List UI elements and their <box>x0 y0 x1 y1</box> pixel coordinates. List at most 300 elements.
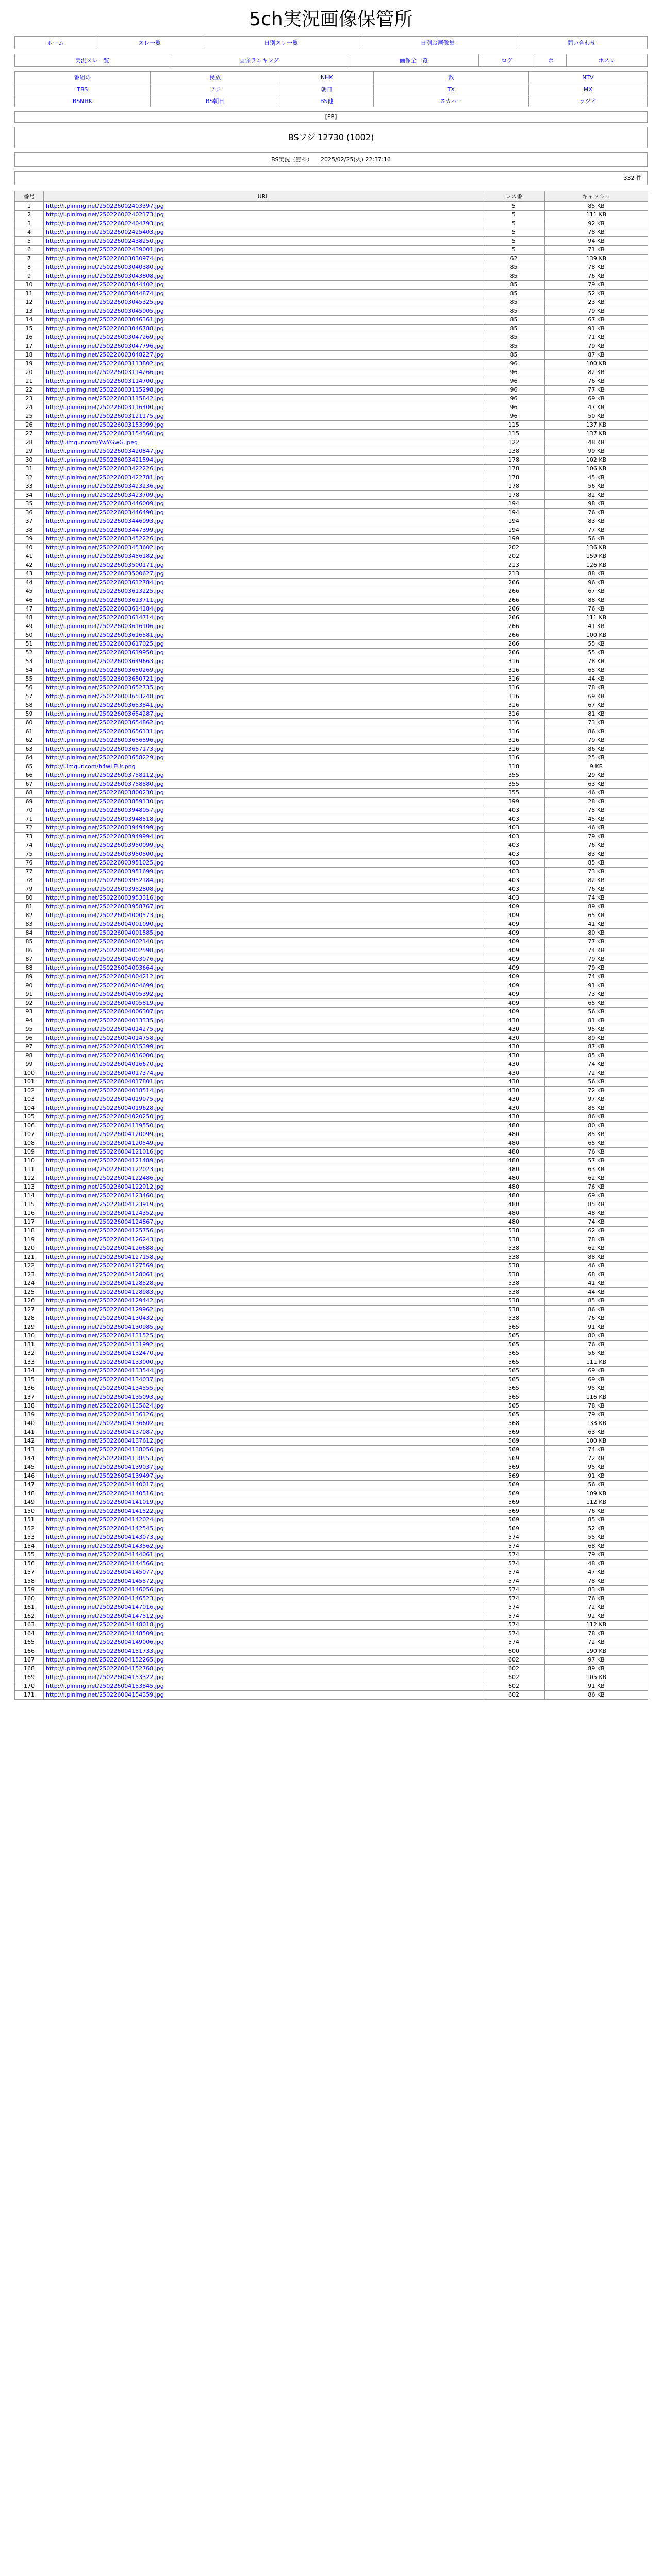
row-res-number: 565 <box>483 1384 545 1393</box>
row-url-link[interactable]: http://i.pinimg.net/250226003952184.jpg <box>44 876 483 885</box>
row-url-link[interactable]: http://i.pinimg.net/250226004003664.jpg <box>44 964 483 973</box>
row-res-number: 430 <box>483 1113 545 1122</box>
row-res-number: 569 <box>483 1524 545 1533</box>
row-url-link[interactable]: http://i.pinimg.net/250226003114700.jpg <box>44 377 483 386</box>
row-url-link[interactable]: http://i.pinimg.net/250226003030974.jpg <box>44 255 483 263</box>
row-cache-size: 85 KB <box>545 1104 648 1113</box>
row-url-link[interactable]: http://i.pinimg.net/250226004153845.jpg <box>44 1682 483 1691</box>
row-cache-size: 62 KB <box>545 1244 648 1253</box>
row-url-link[interactable]: http://i.pinimg.net/250226003612784.jpg <box>44 579 483 587</box>
row-url-link[interactable]: http://i.pinimg.net/250226002402173.jpg <box>44 211 483 219</box>
row-url-link[interactable]: http://i.pinimg.net/250226004125756.jpg <box>44 1227 483 1235</box>
row-url-link[interactable]: http://i.pinimg.net/250226003456182.jpg <box>44 552 483 561</box>
row-number: 138 <box>15 1402 44 1411</box>
row-url-link[interactable]: http://i.pinimg.net/250226002439001.jpg <box>44 246 483 255</box>
row-url-link[interactable]: http://i.pinimg.net/250226004146056.jpg <box>44 1586 483 1595</box>
channel-link[interactable]: フジ <box>150 83 280 95</box>
table-row <box>15 1016 648 1025</box>
row-url-link[interactable]: http://i.pinimg.net/250226004004699.jpg <box>44 981 483 990</box>
row-url-link[interactable]: http://i.pinimg.net/250226004124352.jpg <box>44 1209 483 1218</box>
nav-second-link[interactable]: 画像全一覧 <box>349 54 479 67</box>
row-res-number: 409 <box>483 929 545 938</box>
row-cache-size: 57 KB <box>545 1157 648 1165</box>
nav-second-link[interactable]: ログ <box>479 54 535 67</box>
row-url-link[interactable]: http://i.pinimg.net/250226004143562.jpg <box>44 1542 483 1551</box>
row-number: 45 <box>15 587 44 596</box>
row-cache-size: 79 KB <box>545 307 648 316</box>
row-url-link[interactable]: http://i.pinimg.net/250226004154359.jpg <box>44 1691 483 1700</box>
row-number: 153 <box>15 1533 44 1542</box>
table-row <box>15 920 648 929</box>
row-url-link[interactable]: http://i.pinimg.net/250226003958767.jpg <box>44 903 483 911</box>
row-url-link[interactable]: http://i.pinimg.net/250226004142024.jpg <box>44 1516 483 1524</box>
row-url-link[interactable]: http://i.pinimg.net/250226003652735.jpg <box>44 684 483 692</box>
row-url-link[interactable]: http://i.pinimg.net/250226003420847.jpg <box>44 447 483 456</box>
row-url-link[interactable]: http://i.pinimg.net/250226004152768.jpg <box>44 1665 483 1673</box>
table-row <box>15 1437 648 1446</box>
row-url-link[interactable]: http://i.pinimg.net/250226003452226.jpg <box>44 535 483 544</box>
row-url-link[interactable]: http://i.pinimg.net/250226004136126.jpg <box>44 1411 483 1419</box>
table-row <box>15 1235 648 1244</box>
row-url-link[interactable]: http://i.pinimg.net/250226004139497.jpg <box>44 1472 483 1481</box>
row-cache-size: 52 KB <box>545 290 648 298</box>
row-url-link[interactable]: http://i.pinimg.net/250226004126688.jpg <box>44 1244 483 1253</box>
row-cache-size: 92 KB <box>545 1612 648 1621</box>
row-url-link[interactable]: http://i.pinimg.net/250226004152265.jpg <box>44 1656 483 1665</box>
table-row <box>15 517 648 526</box>
row-url-link[interactable]: http://i.pinimg.net/250226003658229.jpg <box>44 754 483 762</box>
row-url-link[interactable]: http://i.pinimg.net/250226003044402.jpg <box>44 281 483 290</box>
row-url-link[interactable]: http://i.pinimg.net/250226004144566.jpg <box>44 1560 483 1568</box>
row-url-link[interactable]: http://i.pinimg.net/250226004128061.jpg <box>44 1270 483 1279</box>
row-cache-size: 65 KB <box>545 999 648 1008</box>
row-number: 133 <box>15 1358 44 1367</box>
row-url-link[interactable]: http://i.pinimg.net/250226003046361.jpg <box>44 316 483 325</box>
row-url-link[interactable]: http://i.pinimg.net/250226003948518.jpg <box>44 815 483 824</box>
row-url-link[interactable]: http://i.pinimg.net/250226004014758.jpg <box>44 1034 483 1043</box>
row-url-link[interactable]: http://i.pinimg.net/250226004124867.jpg <box>44 1218 483 1227</box>
row-url-link[interactable]: http://i.pinimg.net/250226003949499.jpg <box>44 824 483 833</box>
row-url-link[interactable]: http://i.pinimg.net/250226004130432.jpg <box>44 1314 483 1323</box>
row-res-number: 430 <box>483 1078 545 1087</box>
row-cache-size: 63 KB <box>545 780 648 789</box>
row-cache-size: 79 KB <box>545 833 648 841</box>
row-url-link[interactable]: http://i.pinimg.net/250226004123919.jpg <box>44 1200 483 1209</box>
row-cache-size: 92 KB <box>545 219 648 228</box>
row-url-link[interactable]: http://i.pinimg.net/250226004136602.jpg <box>44 1419 483 1428</box>
row-url-link[interactable]: http://i.pinimg.net/250226003421594.jpg <box>44 456 483 465</box>
row-url-link[interactable]: http://i.pinimg.net/250226003758580.jpg <box>44 780 483 789</box>
row-url-link[interactable]: http://i.pinimg.net/250226003616581.jpg <box>44 631 483 640</box>
row-url-link[interactable]: http://i.pinimg.net/250226004122912.jpg <box>44 1183 483 1192</box>
row-url-link[interactable]: http://i.pinimg.net/250226003614184.jpg <box>44 605 483 614</box>
nav-top-link[interactable]: ホーム <box>15 37 96 49</box>
row-number: 140 <box>15 1419 44 1428</box>
row-url-link[interactable]: http://i.pinimg.net/250226004133000.jpg <box>44 1358 483 1367</box>
row-url-link[interactable]: http://i.pinimg.net/250226003422781.jpg <box>44 473 483 482</box>
channel-link[interactable]: BSNHK <box>15 95 151 107</box>
table-row <box>15 1621 648 1630</box>
header-cache: キャッシュ <box>545 191 648 202</box>
row-url-link[interactable]: http://i.pinimg.net/250226003446993.jpg <box>44 517 483 526</box>
row-number: 143 <box>15 1446 44 1454</box>
row-url-link[interactable]: http://i.pinimg.net/250226004148018.jpg <box>44 1621 483 1630</box>
nav-second-link[interactable]: 実況スレ一覧 <box>15 54 170 67</box>
row-url-link[interactable]: http://i.pinimg.net/250226003114266.jpg <box>44 368 483 377</box>
row-number: 113 <box>15 1183 44 1192</box>
table-row <box>15 762 648 771</box>
row-res-number: 316 <box>483 754 545 762</box>
row-url-link[interactable]: http://i.pinimg.net/250226004015399.jpg <box>44 1043 483 1052</box>
table-row <box>15 789 648 798</box>
row-cache-size: 69 KB <box>545 1376 648 1384</box>
row-url-link[interactable]: http://i.pinimg.net/250226003045905.jpg <box>44 307 483 316</box>
nav-top-link[interactable]: スレ一覧 <box>96 37 203 49</box>
row-url-link[interactable]: http://i.pinimg.net/250226003653841.jpg <box>44 701 483 710</box>
row-url-link[interactable]: http://i.pinimg.net/250226004123460.jpg <box>44 1192 483 1200</box>
row-res-number: 266 <box>483 622 545 631</box>
row-res-number: 316 <box>483 727 545 736</box>
row-url-link[interactable]: http://i.pinimg.net/250226004122023.jpg <box>44 1165 483 1174</box>
nav-second-link[interactable]: ホ <box>535 54 567 67</box>
row-url-link[interactable]: http://i.pinimg.net/250226004130985.jpg <box>44 1323 483 1332</box>
row-url-link[interactable]: http://i.pinimg.net/250226003656596.jpg <box>44 736 483 745</box>
row-url-link[interactable]: http://i.pinimg.net/250226003653248.jpg <box>44 692 483 701</box>
row-url-link[interactable]: http://i.pinimg.net/250226004138553.jpg <box>44 1454 483 1463</box>
row-url-link[interactable]: http://i.pinimg.net/250226004126243.jpg <box>44 1235 483 1244</box>
row-url-link[interactable]: http://i.pinimg.net/250226004003076.jpg <box>44 955 483 964</box>
row-res-number: 538 <box>483 1253 545 1262</box>
row-url-link[interactable]: http://i.pinimg.net/250226003043808.jpg <box>44 272 483 281</box>
table-row <box>15 1060 648 1069</box>
row-url-link[interactable]: http://i.pinimg.net/250226004151733.jpg <box>44 1647 483 1656</box>
channel-link[interactable]: TBS <box>15 83 151 95</box>
row-url-link[interactable]: http://i.pinimg.net/250226004129442.jpg <box>44 1297 483 1306</box>
row-url-link[interactable]: http://i.pinimg.net/250226004140516.jpg <box>44 1489 483 1498</box>
table-row <box>15 745 648 754</box>
row-url-link[interactable]: http://i.pinimg.net/250226004005819.jpg <box>44 999 483 1008</box>
row-url-link[interactable]: http://i.pinimg.net/250226003654287.jpg <box>44 710 483 719</box>
row-url-link[interactable]: http://i.pinimg.net/250226004018514.jpg <box>44 1087 483 1095</box>
row-res-number: 266 <box>483 614 545 622</box>
row-number: 56 <box>15 684 44 692</box>
row-number: 17 <box>15 342 44 351</box>
row-url-link[interactable]: http://i.pinimg.net/250226003046788.jpg <box>44 325 483 333</box>
row-cache-size: 80 KB <box>545 1332 648 1341</box>
row-url-link[interactable]: http://i.pinimg.net/250226004141019.jpg <box>44 1498 483 1507</box>
row-number: 130 <box>15 1332 44 1341</box>
row-url-link[interactable]: http://i.pinimg.net/250226003423709.jpg <box>44 491 483 500</box>
thread-datetime: 2025/02/25(火) 22:37:16 <box>320 156 391 163</box>
row-url-link[interactable]: http://i.pinimg.net/250226004139037.jpg <box>44 1463 483 1472</box>
row-url-link[interactable]: http://i.pinimg.net/250226003617025.jpg <box>44 640 483 649</box>
row-url-link[interactable]: http://i.pinimg.net/250226004129962.jpg <box>44 1306 483 1314</box>
row-res-number: 178 <box>483 456 545 465</box>
row-url-link[interactable]: http://i.pinimg.net/250226003951699.jpg <box>44 868 483 876</box>
row-url-link[interactable]: http://i.pinimg.net/250226003153999.jpg <box>44 421 483 430</box>
row-url-link[interactable]: http://i.pinimg.net/250226003650269.jpg <box>44 666 483 675</box>
row-res-number: 538 <box>483 1314 545 1323</box>
row-url-link[interactable]: http://i.pinimg.net/250226002403397.jpg <box>44 202 483 211</box>
row-url-link[interactable]: http://i.pinimg.net/250226004005392.jpg <box>44 990 483 999</box>
row-url-link[interactable]: http://i.pinimg.net/250226003619950.jpg <box>44 649 483 657</box>
row-cache-size: 85 KB <box>545 859 648 868</box>
row-cache-size: 87 KB <box>545 1043 648 1052</box>
row-number: 90 <box>15 981 44 990</box>
row-url-link[interactable]: http://i.pinimg.net/250226004138056.jpg <box>44 1446 483 1454</box>
row-url-link[interactable]: http://i.pinimg.net/250226003048227.jpg <box>44 351 483 360</box>
row-url-link[interactable]: http://i.pinimg.net/250226004132470.jpg <box>44 1349 483 1358</box>
row-url-link[interactable]: http://i.pinimg.net/250226004135624.jpg <box>44 1402 483 1411</box>
row-res-number: 85 <box>483 342 545 351</box>
row-number: 50 <box>15 631 44 640</box>
table-row <box>15 806 648 815</box>
row-url-link[interactable]: http://i.pinimg.net/250226003800230.jpg <box>44 789 483 798</box>
row-url-link[interactable]: http://i.pinimg.net/250226003500627.jpg <box>44 570 483 579</box>
row-url-link[interactable]: http://i.imgur.com/YwYGwG.jpeg <box>44 438 483 447</box>
row-cache-size: 82 KB <box>545 876 648 885</box>
row-url-link[interactable]: http://i.pinimg.net/250226003115842.jpg <box>44 395 483 403</box>
table-row <box>15 509 648 517</box>
table-row <box>15 1638 648 1647</box>
row-url-link[interactable]: http://i.pinimg.net/250226004142545.jpg <box>44 1524 483 1533</box>
row-url-link[interactable]: http://i.pinimg.net/250226004121016.jpg <box>44 1148 483 1157</box>
row-number: 6 <box>15 246 44 255</box>
row-url-link[interactable]: http://i.pinimg.net/250226004127569.jpg <box>44 1262 483 1270</box>
channel-link[interactable]: TX <box>373 83 528 95</box>
row-url-link[interactable]: http://i.pinimg.net/250226004147016.jpg <box>44 1603 483 1612</box>
table-row <box>15 1489 648 1498</box>
channel-link[interactable]: 民放 <box>150 72 280 83</box>
row-url-link[interactable]: http://i.pinimg.net/250226003616106.jpg <box>44 622 483 631</box>
row-url-link[interactable]: http://i.pinimg.net/250226003950500.jpg <box>44 850 483 859</box>
nav-top-link[interactable]: 問い合わせ <box>516 37 647 49</box>
table-row <box>15 263 648 272</box>
row-url-link[interactable]: http://i.pinimg.net/250226004019075.jpg <box>44 1095 483 1104</box>
row-url-link[interactable]: http://i.pinimg.net/250226004120099.jpg <box>44 1130 483 1139</box>
row-url-link[interactable]: http://i.pinimg.net/250226003040380.jpg <box>44 263 483 272</box>
row-res-number: 409 <box>483 920 545 929</box>
row-url-link[interactable]: http://i.pinimg.net/250226003453602.jpg <box>44 544 483 552</box>
channel-link[interactable]: 番組の <box>15 72 151 83</box>
row-url-link[interactable]: http://i.pinimg.net/250226004140017.jpg <box>44 1481 483 1489</box>
row-url-link[interactable]: http://i.pinimg.net/250226002438250.jpg <box>44 237 483 246</box>
row-url-link[interactable]: http://i.pinimg.net/250226004145077.jpg <box>44 1568 483 1577</box>
row-url-link[interactable]: http://i.pinimg.net/250226004144061.jpg <box>44 1551 483 1560</box>
row-url-link[interactable]: http://i.pinimg.net/250226003948057.jpg <box>44 806 483 815</box>
row-url-link[interactable]: http://i.pinimg.net/250226003115298.jpg <box>44 386 483 395</box>
row-cache-size: 75 KB <box>545 806 648 815</box>
row-cache-size: 25 KB <box>545 754 648 762</box>
channel-link[interactable]: 朝日 <box>280 83 373 95</box>
row-number: 147 <box>15 1481 44 1489</box>
row-url-link[interactable]: http://i.pinimg.net/250226004001090.jpg <box>44 920 483 929</box>
row-number: 123 <box>15 1270 44 1279</box>
table-row <box>15 1200 648 1209</box>
row-url-link[interactable]: http://i.pinimg.net/250226003951025.jpg <box>44 859 483 868</box>
row-url-link[interactable]: http://i.pinimg.net/250226004020250.jpg <box>44 1113 483 1122</box>
row-url-link[interactable]: http://i.pinimg.net/250226003657173.jpg <box>44 745 483 754</box>
row-url-link[interactable]: http://i.pinimg.net/250226004134037.jpg <box>44 1376 483 1384</box>
row-url-link[interactable]: http://i.pinimg.net/250226004000573.jpg <box>44 911 483 920</box>
row-res-number: 569 <box>483 1507 545 1516</box>
row-url-link[interactable]: http://i.pinimg.net/250226004019628.jpg <box>44 1104 483 1113</box>
row-url-link[interactable]: http://i.pinimg.net/250226004120549.jpg <box>44 1139 483 1148</box>
row-res-number: 403 <box>483 894 545 903</box>
row-url-link[interactable]: http://i.pinimg.net/250226003613225.jpg <box>44 587 483 596</box>
row-url-link[interactable]: http://i.pinimg.net/250226004017374.jpg <box>44 1069 483 1078</box>
row-url-link[interactable]: http://i.pinimg.net/250226004004212.jpg <box>44 973 483 981</box>
row-url-link[interactable]: http://i.pinimg.net/250226004148509.jpg <box>44 1630 483 1638</box>
row-url-link[interactable]: http://i.pinimg.net/250226004128983.jpg <box>44 1288 483 1297</box>
row-number: 98 <box>15 1052 44 1060</box>
row-res-number: 569 <box>483 1489 545 1498</box>
row-url-link[interactable]: http://i.pinimg.net/250226004014275.jpg <box>44 1025 483 1034</box>
channel-link[interactable]: スカパー <box>373 95 528 107</box>
row-number: 114 <box>15 1192 44 1200</box>
row-cache-size: 65 KB <box>545 911 648 920</box>
row-url-link[interactable]: http://i.pinimg.net/250226004135093.jpg <box>44 1393 483 1402</box>
row-url-link[interactable]: http://i.pinimg.net/250226003447399.jpg <box>44 526 483 535</box>
row-url-link[interactable]: http://i.pinimg.net/250226004133544.jpg <box>44 1367 483 1376</box>
row-url-link[interactable]: http://i.pinimg.net/250226003044874.jpg <box>44 290 483 298</box>
row-cache-size: 76 KB <box>545 1341 648 1349</box>
row-url-link[interactable]: http://i.pinimg.net/250226004143073.jpg <box>44 1533 483 1542</box>
row-url-link[interactable]: http://i.pinimg.net/250226004153322.jpg <box>44 1673 483 1682</box>
table-row <box>15 1043 648 1052</box>
row-url-link[interactable]: http://i.pinimg.net/250226004128528.jpg <box>44 1279 483 1288</box>
row-cache-size: 89 KB <box>545 1665 648 1673</box>
table-row <box>15 771 648 780</box>
channel-link[interactable]: BS他 <box>280 95 373 107</box>
channel-link[interactable]: NHK <box>280 72 373 83</box>
row-url-link[interactable]: http://i.pinimg.net/250226003113802.jpg <box>44 360 483 368</box>
table-row <box>15 666 648 675</box>
row-number: 58 <box>15 701 44 710</box>
row-url-link[interactable]: http://i.pinimg.net/250226003650721.jpg <box>44 675 483 684</box>
row-url-link[interactable]: http://i.pinimg.net/250226004134555.jpg <box>44 1384 483 1393</box>
table-row <box>15 570 648 579</box>
row-url-link[interactable]: http://i.pinimg.net/250226004119550.jpg <box>44 1122 483 1130</box>
row-res-number: 355 <box>483 780 545 789</box>
row-url-link[interactable]: http://i.pinimg.net/250226004137612.jpg <box>44 1437 483 1446</box>
row-url-link[interactable]: http://i.pinimg.net/250226004002140.jpg <box>44 938 483 946</box>
row-url-link[interactable]: http://i.pinimg.net/250226003614714.jpg <box>44 614 483 622</box>
row-url-link[interactable]: http://i.pinimg.net/250226003446009.jpg <box>44 500 483 509</box>
channel-link[interactable]: MX <box>528 83 647 95</box>
row-url-link[interactable]: http://i.pinimg.net/250226003446490.jpg <box>44 509 483 517</box>
row-url-link[interactable]: http://i.pinimg.net/250226004146523.jpg <box>44 1595 483 1603</box>
row-cache-size: 85 KB <box>545 1200 648 1209</box>
row-number: 70 <box>15 806 44 815</box>
row-url-link[interactable]: http://i.pinimg.net/250226003154560.jpg <box>44 430 483 438</box>
row-cache-size: 102 KB <box>545 456 648 465</box>
row-number: 97 <box>15 1043 44 1052</box>
row-number: 34 <box>15 491 44 500</box>
row-url-link[interactable]: http://i.pinimg.net/250226003500171.jpg <box>44 561 483 570</box>
row-cache-size: 65 KB <box>545 666 648 675</box>
row-number: 26 <box>15 421 44 430</box>
row-number: 109 <box>15 1148 44 1157</box>
channel-link[interactable]: NTV <box>528 72 647 83</box>
row-cache-size: 74 KB <box>545 1446 648 1454</box>
row-url-link[interactable]: http://i.pinimg.net/250226002425403.jpg <box>44 228 483 237</box>
row-url-link[interactable]: http://i.pinimg.net/250226004122486.jpg <box>44 1174 483 1183</box>
nav-top-link[interactable]: 日別お画像集 <box>359 37 516 49</box>
row-url-link[interactable]: http://i.pinimg.net/250226003649663.jpg <box>44 657 483 666</box>
row-url-link[interactable]: http://i.pinimg.net/250226004017801.jpg <box>44 1078 483 1087</box>
row-url-link[interactable]: http://i.pinimg.net/250226003952808.jpg <box>44 885 483 894</box>
site-title[interactable]: 5ch実況画像保管所 <box>249 9 413 30</box>
row-url-link[interactable]: http://i.imgur.com/h4wLFUr.png <box>44 762 483 771</box>
table-row <box>15 1157 648 1165</box>
channel-link[interactable]: BS朝日 <box>150 95 280 107</box>
row-url-link[interactable]: http://i.pinimg.net/250226004001585.jpg <box>44 929 483 938</box>
nav-second-link[interactable]: ホスレ <box>567 54 648 67</box>
nav-second-link[interactable]: 画像ランキング <box>170 54 349 67</box>
row-url-link[interactable]: http://i.pinimg.net/250226004006307.jpg <box>44 1008 483 1016</box>
row-url-link[interactable]: http://i.pinimg.net/250226003949994.jpg <box>44 833 483 841</box>
row-url-link[interactable]: http://i.pinimg.net/250226004127158.jpg <box>44 1253 483 1262</box>
row-res-number: 115 <box>483 421 545 430</box>
table-row <box>15 1358 648 1367</box>
row-cache-size: 76 KB <box>545 1148 648 1157</box>
channel-link[interactable]: ラジオ <box>528 95 647 107</box>
row-res-number: 85 <box>483 316 545 325</box>
row-url-link[interactable]: http://i.pinimg.net/250226004131992.jpg <box>44 1341 483 1349</box>
row-url-link[interactable]: http://i.pinimg.net/250226003423236.jpg <box>44 482 483 491</box>
row-number: 155 <box>15 1551 44 1560</box>
row-url-link[interactable]: http://i.pinimg.net/250226002404793.jpg <box>44 219 483 228</box>
row-url-link[interactable]: http://i.pinimg.net/250226003613711.jpg <box>44 596 483 605</box>
row-url-link[interactable]: http://i.pinimg.net/250226003654862.jpg <box>44 719 483 727</box>
row-url-link[interactable]: http://i.pinimg.net/250226003045325.jpg <box>44 298 483 307</box>
row-url-link[interactable]: http://i.pinimg.net/250226003047269.jpg <box>44 333 483 342</box>
table-row <box>15 587 648 596</box>
row-url-link[interactable]: http://i.pinimg.net/250226004121489.jpg <box>44 1157 483 1165</box>
channel-link[interactable]: 教 <box>373 72 528 83</box>
row-url-link[interactable]: http://i.pinimg.net/250226004002598.jpg <box>44 946 483 955</box>
row-url-link[interactable]: http://i.pinimg.net/250226004149006.jpg <box>44 1638 483 1647</box>
row-url-link[interactable]: http://i.pinimg.net/250226004137087.jpg <box>44 1428 483 1437</box>
row-res-number: 574 <box>483 1621 545 1630</box>
row-cache-size: 86 KB <box>545 1691 648 1700</box>
row-url-link[interactable]: http://i.pinimg.net/250226003950099.jpg <box>44 841 483 850</box>
row-url-link[interactable]: http://i.pinimg.net/250226003047796.jpg <box>44 342 483 351</box>
row-url-link[interactable]: http://i.pinimg.net/250226004016670.jpg <box>44 1060 483 1069</box>
row-url-link[interactable]: http://i.pinimg.net/250226004016000.jpg <box>44 1052 483 1060</box>
row-url-link[interactable]: http://i.pinimg.net/250226003859130.jpg <box>44 798 483 806</box>
row-res-number: 538 <box>483 1244 545 1253</box>
row-cache-size: 67 KB <box>545 701 648 710</box>
row-url-link[interactable]: http://i.pinimg.net/250226003121175.jpg <box>44 412 483 421</box>
row-url-link[interactable]: http://i.pinimg.net/250226004131525.jpg <box>44 1332 483 1341</box>
row-url-link[interactable]: http://i.pinimg.net/250226004013335.jpg <box>44 1016 483 1025</box>
table-row <box>15 1130 648 1139</box>
row-url-link[interactable]: http://i.pinimg.net/250226003758112.jpg <box>44 771 483 780</box>
row-url-link[interactable]: http://i.pinimg.net/250226003656131.jpg <box>44 727 483 736</box>
row-url-link[interactable]: http://i.pinimg.net/250226004147512.jpg <box>44 1612 483 1621</box>
row-cache-size: 85 KB <box>545 1516 648 1524</box>
row-cache-size: 72 KB <box>545 1454 648 1463</box>
row-url-link[interactable]: http://i.pinimg.net/250226003422226.jpg <box>44 465 483 473</box>
row-url-link[interactable]: http://i.pinimg.net/250226003116400.jpg <box>44 403 483 412</box>
row-url-link[interactable]: http://i.pinimg.net/250226004141522.jpg <box>44 1507 483 1516</box>
row-url-link[interactable]: http://i.pinimg.net/250226004145572.jpg <box>44 1577 483 1586</box>
row-res-number: 96 <box>483 386 545 395</box>
row-url-link[interactable]: http://i.pinimg.net/250226003953316.jpg <box>44 894 483 903</box>
nav-top-link[interactable]: 日別スレ一覧 <box>203 37 359 49</box>
